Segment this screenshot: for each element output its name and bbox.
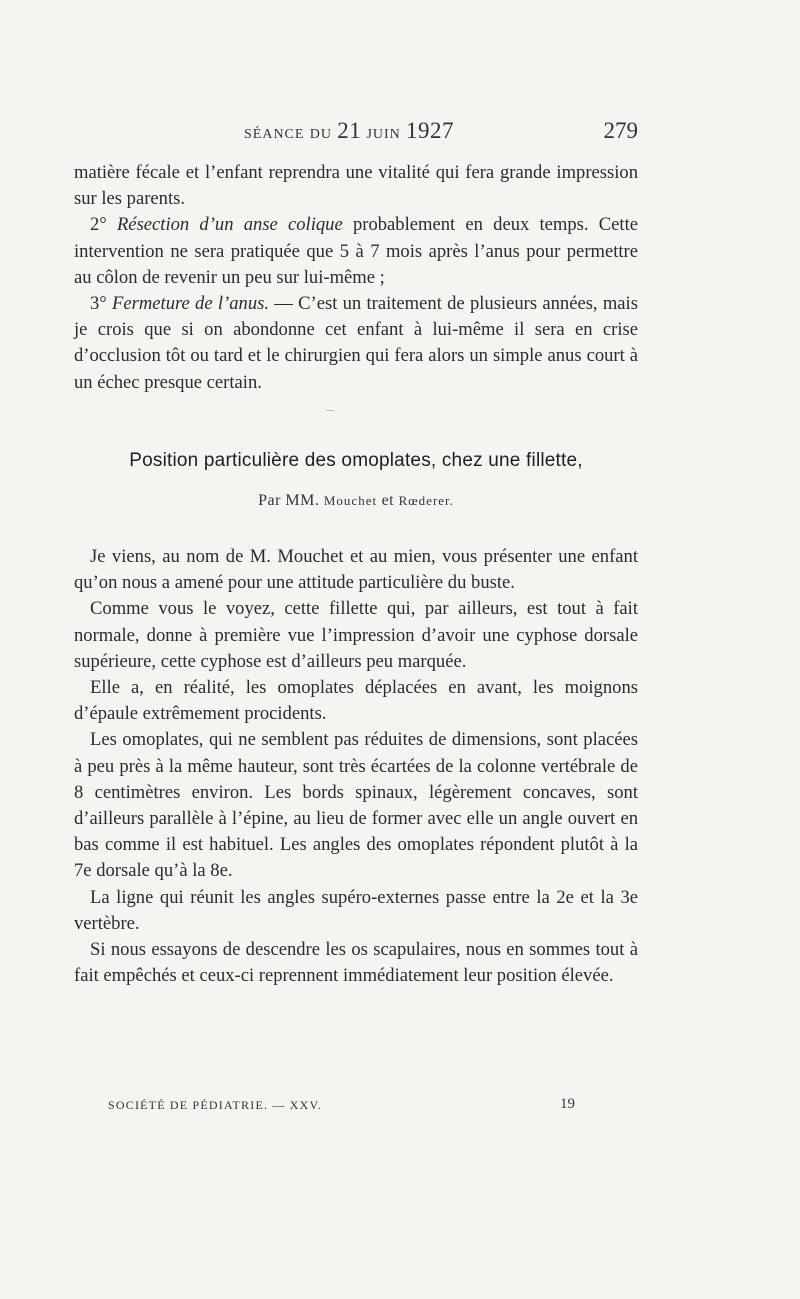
separator-mark <box>326 410 334 411</box>
page-number: 279 <box>603 118 638 143</box>
footer-signature: 19 <box>560 1096 575 1112</box>
article-title: Position particulière des omoplates, chez une fillette, <box>129 450 583 471</box>
header-year: 1927 <box>406 118 455 143</box>
paragraph: Comme vous le voyez, cette fillette qui, par ailleurs, est tout à fait normale, donne à première vue l’impression d’avoir une cyphose dorsale supérieure, cette cyphose est d’ailleurs peu marquée. <box>74 598 638 672</box>
item-italic: Fermeture de l’anus. <box>112 293 269 315</box>
continued-text <box>74 160 638 396</box>
header-du: DU <box>309 127 332 142</box>
paragraph: Si nous essayons de descendre les os scapulaires, nous en sommes tout à fait empêchés et ceux-ci reprennent immédiatement leur position élevée. <box>74 939 638 987</box>
footer-journal: SOCIÉTÉ DE PÉDIATRIE. — XXV. <box>108 1098 323 1112</box>
byline-prefix: Par MM. <box>258 492 320 509</box>
item-number: 2° <box>90 214 107 236</box>
author-1: Mouchet <box>323 493 378 508</box>
paragraph: Les omoplates, qui ne semblent pas réduites de dimensions, sont placées à peu près à la même hauteur, sont très écartées de la colonne vertébrale de 8 centimètres environ. Les bords spinaux, légèrement concaves, sont d’ailleurs parallèle à l’épine, au lieu de former avec elle un angle ouvert en bas comme il est habituel. Les angles des omoplates répondent plutôt à la 7e dorsale qu’à la 8e. <box>74 729 638 882</box>
paragraph: Elle a, en réalité, les omoplates déplacées en avant, les moignons d’épaule extrêmement procidents. <box>74 677 638 725</box>
running-head <box>74 118 638 150</box>
paragraph-item-3 <box>74 291 638 396</box>
item-italic: Résection d’un anse colique <box>116 214 343 236</box>
paragraph: Je viens, au nom de M. Mouchet et au mien, vous présenter une enfant qu’on nous a amené pour une attitude particulière du buste. <box>74 546 638 594</box>
paragraph-item-2 <box>74 212 638 291</box>
article-byline <box>74 492 638 510</box>
author-2: Rœderer. <box>398 493 454 508</box>
article-body <box>74 544 638 989</box>
running-head-title <box>244 118 454 144</box>
header-day: 21 <box>337 118 362 143</box>
item-number: 3° <box>90 293 107 315</box>
header-month: JUIN <box>366 127 401 142</box>
page-footer <box>108 1098 588 1113</box>
byline-conj: et <box>381 492 395 509</box>
item-text: probablement en deux temps. Cette intervention ne sera pratiquée que 5 à 7 mois après l’anus pour permettre au côlon de revenir un peu sur lui-même ; <box>74 214 639 288</box>
paragraph: La ligne qui réunit les angles supéro-externes passe entre la 2e et la 3e vertèbre. <box>74 886 638 934</box>
header-seance: SÉANCE <box>244 127 305 142</box>
paragraph-continued: matière fécale et l’enfant reprendra une vitalité qui fera grande impression sur les parents. <box>74 162 638 210</box>
item-text: — C’est un traitement de plusieurs années, mais je crois que si on abondonne cet enfant à lui-même il sera en crise d’occlusion tôt ou tard et le chirurgien qui fera alors un simple anus court à un échec presque certain. <box>74 293 638 393</box>
